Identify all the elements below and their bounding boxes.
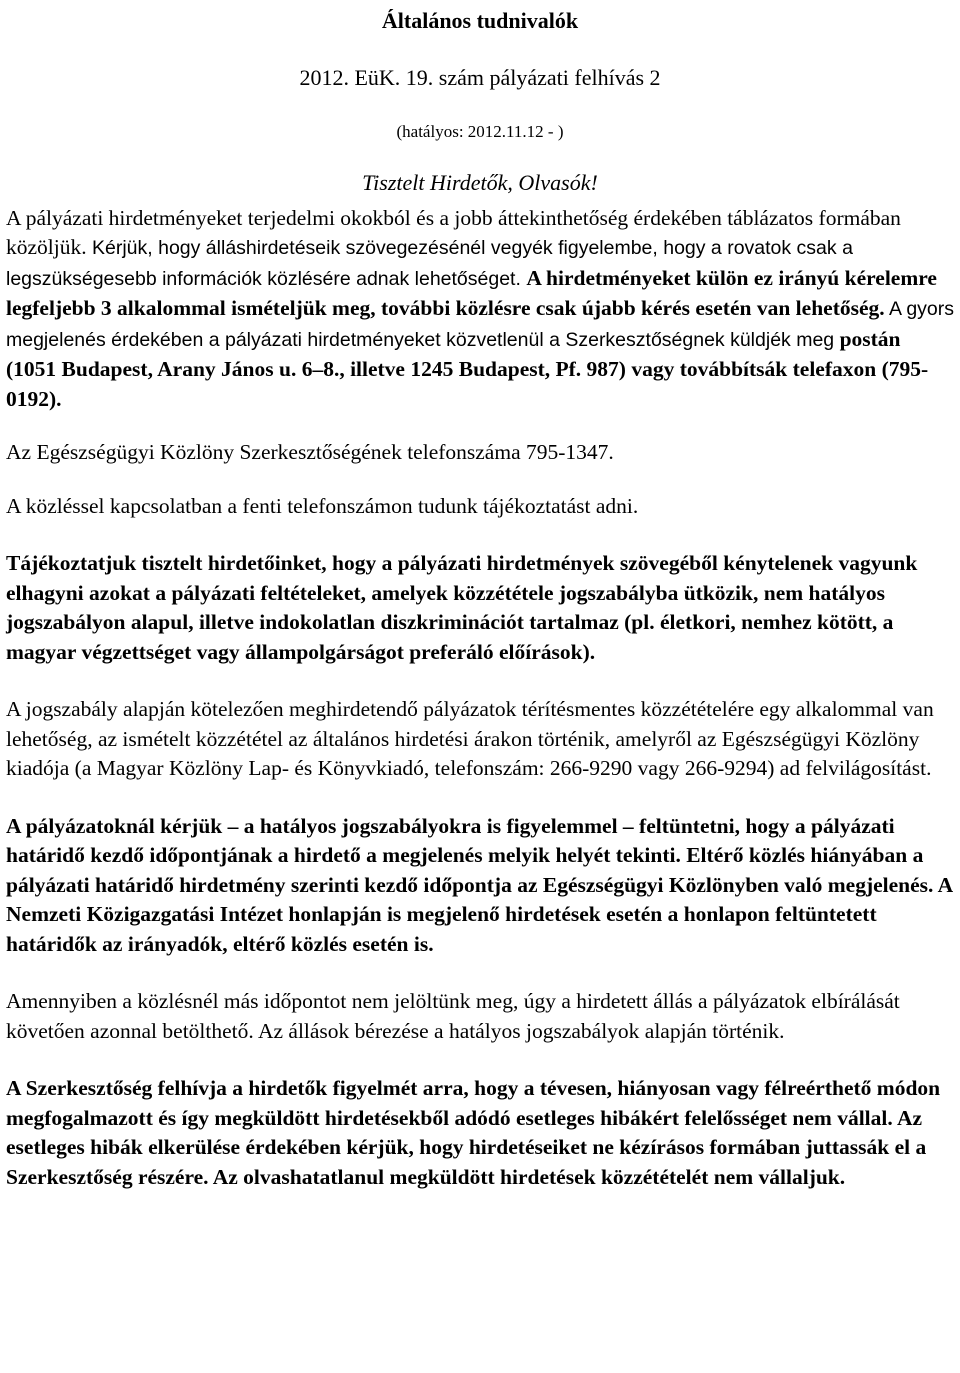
greeting: Tisztelt Hirdetők, Olvasók! (362, 170, 598, 195)
intro-text-e: postán (1051 Budapest, Arany János u. 6–8., illetve 1245 Budapest, Pf. 987) vagy továbbítsák telefaxon (795-0192). (6, 326, 929, 411)
notice-text: Tájékoztatjuk tisztelt hirdetőinket, hogy a pályázati hirdetmények szövegéből kénytelenek vagyunk elhagyni azokat a pályázati feltételeket, amelyek közzététele jogszabályba ütközik, nem hatályos jogszabályon alapul, illetve indokolatlan diszkriminációt tartalmaz (pl. életkori, nemhez kötött, a magyar végzettséget vagy állampolgárságot preferáló előírások). (6, 551, 918, 664)
intro-text-b: Kérjük, hogy álláshirdetéseik szövegezésénél vegyék figyelembe, hogy a rovatok csak a legszükségesebb információk közlésére adnak lehetőséget. (6, 237, 853, 290)
paragraph-liability (6, 1074, 954, 1192)
intro-text-a: A pályázati hirdetményeket terjedelmi okokból és a jobb áttekinthetőség érdekében táblázatos formában közöljük. (6, 205, 901, 259)
paragraph-info: A közléssel kapcsolatban a fenti telefonszámon tudunk tájékoztatást adni. (6, 493, 639, 518)
page-title: Általános tudnivalók (381, 8, 579, 33)
liability-text: A Szerkesztőség felhívja a hirdetők figyelmét arra, hogy a tévesen, hiányosan vagy félreérthető módon megfogalmazott és így megküldött hirdetésekből adódó esetleges hibákért felelősséget nem vállal. Az esetleges hibák elkerülése érdekében kérjük, hogy hirdetéseiket ne kézírásos formában juttassák el a Szerkesztőség részére. Az olvashatatlanul megküldött hirdetések közzétételét nem vállaljuk. (6, 1076, 941, 1189)
paragraph-notice (6, 549, 954, 667)
intro-text-d: A gyors megjelenés érdekében a pályázati hirdetményeket közvetlenül a Szerkesztőségnek küldjék meg (6, 298, 955, 351)
paragraph-position: Amennyiben a közlésnél más időpontot nem jelöltünk meg, úgy a hirdetett állás a pályázatok elbírálását követően azonnal betölthető. Az állások bérezése a hatályos jogszabályok alapján történik. (6, 989, 900, 1043)
paragraph-phone: Az Egészségügyi Közlöny Szerkesztőségének telefonszáma 795-1347. (6, 440, 614, 464)
deadline-text: A pályázatoknál kérjük – a hatályos jogszabályokra is figyelemmel – feltüntetni, hogy a pályázati határidő kezdő időpontjának a hirdető a megjelenés melyik helyét tekinti. Eltérő közlés hiányában a pályázati határidő hirdetmény szerinti kezdő időpontja az Egészségügyi Közlönyben való megjelenés. A Nemzeti Közigazgatási Intézet honlapján is megjelenő hirdetések esetén a honlapon feltüntetett határidők az irányadók, eltérő közlés esetén is. (6, 813, 952, 956)
issue-subtitle: 2012. EüK. 19. szám pályázati felhívás 2 (299, 65, 661, 90)
paragraph-free-publication: A jogszabály alapján kötelezően meghirdetendő pályázatok térítésmentes közzétételére egy alkalommal van lehetőség, az ismételt közzététel az általános hirdetési árakon történik, amelyről az Egészségügyi Közlöny kiadója (a Magyar Közlöny Lap- és Könyvkiadó, telefonszám: 266-9290 vagy 266-9294) ad felvilágosítást. (6, 697, 934, 780)
intro-text-c: A hirdetményeket külön ez irányú kérelemre legfeljebb 3 alkalommal ismételjük meg, további közlésre csak újabb kérés esetén van lehetőség. (6, 265, 937, 320)
paragraph-deadline (6, 812, 954, 960)
effective-date: (hatályos: 2012.11.12 - ) (396, 121, 564, 141)
paragraph-intro (6, 204, 954, 415)
